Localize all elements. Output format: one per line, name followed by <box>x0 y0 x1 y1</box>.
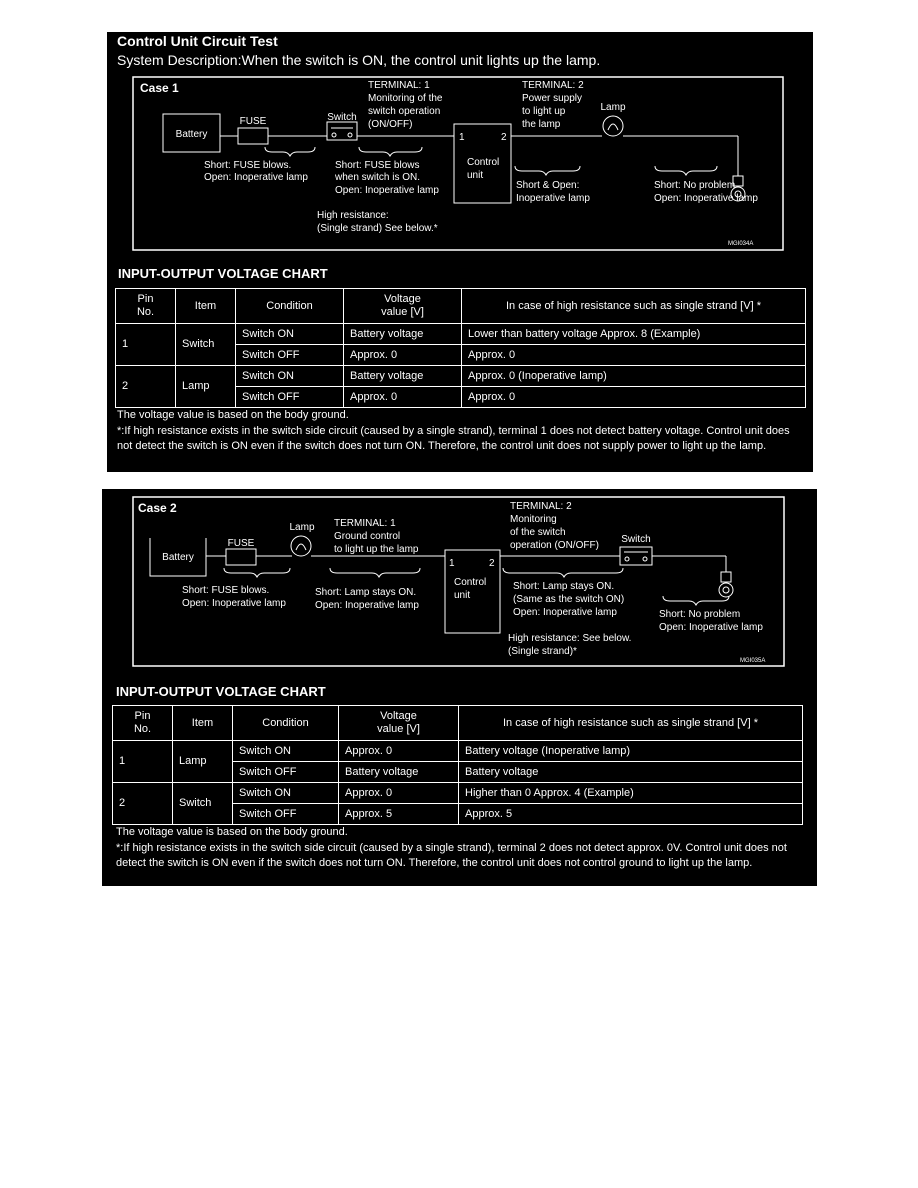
chart2-header-voltage: Voltage value [V] <box>339 706 459 741</box>
case2-terminal1-line1: TERMINAL: 1 <box>334 518 396 529</box>
case2-lamp-note-short: Short: Lamp stays ON. <box>315 587 417 598</box>
case1-diagram <box>132 76 784 252</box>
chart1-high-res-cell: Approx. 0 <box>462 387 806 408</box>
case1-control-unit-label1: Control <box>467 157 500 168</box>
case1-high-res-line1: High resistance: <box>317 210 389 221</box>
case2-pin1: 1 <box>449 558 455 569</box>
case1-battery-label: Battery <box>175 129 208 140</box>
case1-brace-fuse <box>265 147 315 156</box>
case2-label: Case 2 <box>138 501 177 515</box>
case1-ground-note-short: Short: No problem <box>654 180 736 191</box>
chart2-pin-cell: 1 <box>113 741 173 783</box>
case2-fuse-note-open: Open: Inoperative lamp <box>182 598 286 609</box>
chart1-item-cell: Switch <box>176 324 236 366</box>
case1-terminal2-line3: to light up <box>522 106 566 117</box>
case1-terminal2-line2: Power supply <box>522 93 583 104</box>
chart2-condition-cell: Switch OFF <box>233 762 339 783</box>
chart2-high-res-cell: Battery voltage <box>459 762 803 783</box>
chart2-high-res-cell: Higher than 0 Approx. 4 (Example) <box>459 783 803 804</box>
case2-segment-note-line3: Open: Inoperative lamp <box>513 607 617 618</box>
chart2-header-condition: Condition <box>233 706 339 741</box>
case2-lamp-note-open: Open: Inoperative lamp <box>315 600 419 611</box>
case2-terminal1-line3: to light up the lamp <box>334 544 419 555</box>
case2-switch-label: Switch <box>621 534 651 545</box>
case2-terminal2-line1: TERMINAL: 2 <box>510 501 572 512</box>
case1-pin2: 2 <box>501 132 507 143</box>
chart1-high-res-cell: Approx. 0 (Inoperative lamp) <box>462 366 806 387</box>
chart2-condition-cell: Switch ON <box>233 783 339 804</box>
chart1-table <box>115 288 806 408</box>
case1-control-unit-label2: unit <box>467 170 484 181</box>
chart1-header-high-res: In case of high resistance such as single strand [V] * <box>462 289 806 324</box>
case1-switch-note-open: Open: Inoperative lamp <box>335 185 439 196</box>
case1-switch-icon <box>327 122 357 140</box>
case1-panel <box>107 32 813 472</box>
case2-switch-icon <box>620 547 652 565</box>
case1-brace-switch <box>359 147 422 156</box>
chart2-note-high-res: *:If high resistance exists in the switch side circuit (caused by a single strand), terminal 2 does not detect approx. 0V. Control unit does not detect the switch is ON even if the switch does not turn ON. Therefore, the control unit does not control ground to light up the lamp. <box>116 841 787 869</box>
chart2-voltage-cell: Approx. 5 <box>339 804 459 825</box>
case1-label: Case 1 <box>140 81 179 95</box>
case1-terminal1-line4: (ON/OFF) <box>368 119 413 130</box>
case2-high-res-line2: (Single strand)* <box>508 646 577 657</box>
chart1-title: INPUT-OUTPUT VOLTAGE CHART <box>118 266 328 281</box>
case2-brace-ground <box>663 596 729 605</box>
case1-brace-segment <box>515 166 580 175</box>
case1-terminal1-line2: Monitoring of the <box>368 93 443 104</box>
chart1-voltage-cell: Battery voltage <box>344 366 462 387</box>
chart1-pin-cell: 2 <box>116 366 176 408</box>
case1-circuit-svg <box>132 76 784 252</box>
case1-terminal1-line1: TERMINAL: 1 <box>368 80 430 91</box>
table-row <box>113 741 803 762</box>
chart1-condition-cell: Switch ON <box>236 366 344 387</box>
chart1-voltage-cell: Approx. 0 <box>344 345 462 366</box>
case1-lamp-label: Lamp <box>600 102 626 113</box>
system-description: System Description:When the switch is ON, the control unit lights up the lamp. <box>117 52 601 68</box>
case2-brace-segment <box>503 568 623 577</box>
case2-figure-id: MGI035A <box>740 658 766 664</box>
case1-terminal2-line4: the lamp <box>522 119 561 130</box>
chart2-header-row <box>113 706 803 741</box>
chart1-header-condition: Condition <box>236 289 344 324</box>
case2-lamp-icon <box>291 536 311 556</box>
case1-pin1: 1 <box>459 132 465 143</box>
case2-ground-note-short: Short: No problem <box>659 609 741 620</box>
chart2-high-res-cell: Battery voltage (Inoperative lamp) <box>459 741 803 762</box>
case2-circuit-svg <box>132 496 785 668</box>
case1-lamp-icon <box>603 116 623 136</box>
chart1-high-res-cell: Lower than battery voltage Approx. 8 (Example) <box>462 324 806 345</box>
chart2-voltage-cell: Approx. 0 <box>339 741 459 762</box>
case1-fuse-label: FUSE <box>239 116 267 127</box>
case2-fuse-label: FUSE <box>227 538 255 549</box>
case2-fuse-note-short: Short: FUSE blows. <box>182 585 270 596</box>
case1-fuse-note-short: Short: FUSE blows. <box>204 160 292 171</box>
case2-terminal1-line2: Ground control <box>334 531 401 542</box>
chart1-item-cell: Lamp <box>176 366 236 408</box>
case2-battery-label: Battery <box>162 552 194 563</box>
case1-figure-id: MGI034A <box>728 241 754 247</box>
case2-ground-note-open: Open: Inoperative lamp <box>659 622 763 633</box>
chart2-note-ground: The voltage value is based on the body ground. <box>116 826 348 838</box>
case1-segment-note-line2: Inoperative lamp <box>516 193 590 204</box>
case2-diagram <box>132 496 785 668</box>
case2-segment-note-line2: (Same as the switch ON) <box>513 594 625 605</box>
chart2-high-res-cell: Approx. 5 <box>459 804 803 825</box>
chart1-voltage-cell: Approx. 0 <box>344 387 462 408</box>
case1-fuse-note-open: Open: Inoperative lamp <box>204 172 308 183</box>
case1-segment-note-line1: Short & Open: <box>516 180 580 191</box>
case1-ground-note-open: Open: Inoperative lamp <box>654 193 758 204</box>
chart2-header-item: Item <box>173 706 233 741</box>
table-row <box>116 324 806 345</box>
chart1-pin-cell: 1 <box>116 324 176 366</box>
case2-terminal2-line4: operation (ON/OFF) <box>510 540 599 551</box>
chart2-item-cell: Lamp <box>173 741 233 783</box>
case2-terminal2-line3: of the switch <box>510 527 566 538</box>
case2-terminal2-line2: Monitoring <box>510 514 557 525</box>
chart1-header-item: Item <box>176 289 236 324</box>
chart2-voltage-cell: Battery voltage <box>339 762 459 783</box>
case1-switch-note-short: Short: FUSE blows <box>335 160 420 171</box>
case2-lamp-label: Lamp <box>289 522 315 533</box>
case1-high-res-line2: (Single strand) See below.* <box>317 223 438 234</box>
case2-control-unit-label2: unit <box>454 590 471 601</box>
case2-brace-fuse <box>224 568 290 577</box>
chart2-condition-cell: Switch ON <box>233 741 339 762</box>
chart2-header-high-res: In case of high resistance such as single strand [V] * <box>459 706 803 741</box>
case2-brace-lamp <box>330 568 420 577</box>
chart2-title: INPUT-OUTPUT VOLTAGE CHART <box>116 684 326 699</box>
case1-terminal2-line1: TERMINAL: 2 <box>522 80 584 91</box>
case2-control-unit-label1: Control <box>454 577 487 588</box>
page-title: Control Unit Circuit Test <box>117 33 278 49</box>
chart1-condition-cell: Switch OFF <box>236 345 344 366</box>
case2-ground-icon <box>719 572 733 597</box>
chart1-note-ground: The voltage value is based on the body ground. <box>117 409 349 421</box>
chart2-condition-cell: Switch OFF <box>233 804 339 825</box>
chart1-notes <box>117 408 805 455</box>
case1-terminal1-line3: switch operation <box>368 106 441 117</box>
chart1-header-row <box>116 289 806 324</box>
chart2-pin-cell: 2 <box>113 783 173 825</box>
chart1-header-pin: Pin No. <box>116 289 176 324</box>
chart2-table <box>112 705 803 825</box>
case2-pin2: 2 <box>489 558 495 569</box>
chart2-voltage-cell: Approx. 0 <box>339 783 459 804</box>
chart2-notes <box>116 825 806 872</box>
chart1-header-voltage: Voltage value [V] <box>344 289 462 324</box>
chart1-high-res-cell: Approx. 0 <box>462 345 806 366</box>
chart2-header-pin: Pin No. <box>113 706 173 741</box>
chart1-condition-cell: Switch OFF <box>236 387 344 408</box>
case1-switch-note-when: when switch is ON. <box>335 172 421 183</box>
case1-brace-ground <box>655 166 717 175</box>
table-row <box>116 366 806 387</box>
chart1-condition-cell: Switch ON <box>236 324 344 345</box>
chart1-note-high-res: *:If high resistance exists in the switch side circuit (caused by a single strand), terminal 1 does not detect battery voltage. Control unit does not detect the switch is ON even if the switch does not turn ON. Therefore, the control unit does not supply power to light up the lamp. <box>117 424 790 452</box>
case2-fuse-symbol <box>226 549 256 565</box>
chart1-voltage-cell: Battery voltage <box>344 324 462 345</box>
case2-segment-note-line1: Short: Lamp stays ON. <box>513 581 615 592</box>
case1-switch-label: Switch <box>327 112 357 123</box>
case1-fuse-symbol <box>238 128 268 144</box>
case2-panel <box>102 489 817 886</box>
chart2-item-cell: Switch <box>173 783 233 825</box>
case2-high-res-line1: High resistance: See below. <box>508 633 632 644</box>
table-row <box>113 783 803 804</box>
